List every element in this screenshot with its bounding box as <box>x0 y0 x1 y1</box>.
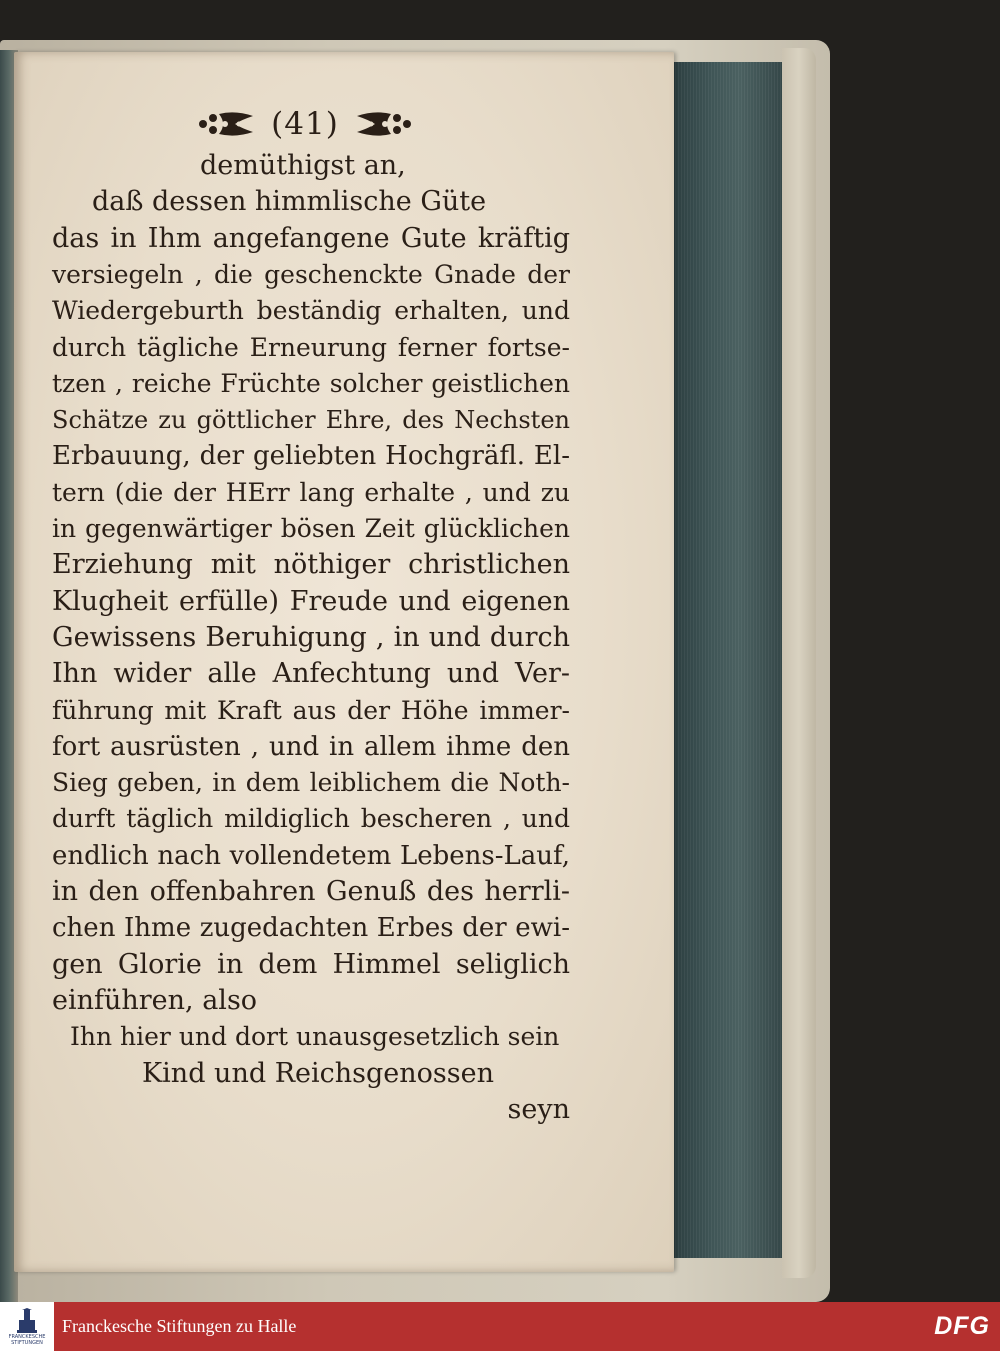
text-line: in den offenbahren Genuß des herrli- <box>52 876 570 907</box>
text-line: tern (die der HErr lang erhalte , und zu <box>52 477 570 507</box>
logo-caption: FRANCKESCHE STIFTUNGEN <box>8 1333 46 1346</box>
dfg-logo[interactable]: DFG <box>934 1312 990 1340</box>
text-line: daß dessen himmlische Güte <box>92 186 487 218</box>
text-line: Wiedergeburth beständig erhalten, und <box>52 296 570 326</box>
text-line: endlich nach vollendetem Lebens-Lauf, <box>52 840 570 871</box>
text-line: versiegeln , die geschenckte Gnade der <box>52 259 570 289</box>
building-icon <box>16 1308 38 1334</box>
text-line: in gegenwärtiger bösen Zeit glücklichen <box>52 514 570 543</box>
text-line: führung mit Kraft aus der Höhe immer- <box>52 695 570 725</box>
text-line: durft täglich mildiglich bescheren , und <box>52 804 570 834</box>
text-line: Schätze zu göttlicher Ehre, des Nechsten <box>52 406 570 435</box>
text-line: einführen, also <box>52 984 258 1016</box>
institution-logo[interactable] <box>0 1302 54 1351</box>
footer-bar <box>0 1302 1000 1351</box>
page-number: (41) <box>271 106 339 142</box>
running-head <box>190 100 420 148</box>
text-line: Erbauung, der geliebten Hochgräfl. El- <box>52 441 570 472</box>
footer-title[interactable]: Franckesche Stiftungen zu Halle <box>62 1316 297 1336</box>
right-ornament-icon <box>349 108 415 140</box>
text-line: Kind und Reichsgenossen <box>142 1057 495 1089</box>
text-line: tzen , reiche Früchte solcher geistlichen <box>52 368 570 398</box>
text-line: Sieg geben, in dem leiblichem die Noth- <box>52 768 570 798</box>
left-ornament-icon <box>195 108 261 140</box>
cover-edge <box>782 48 816 1278</box>
text-line: das in Ihm angefangene Gute kräftig <box>52 222 570 254</box>
text-line: seyn <box>507 1093 570 1125</box>
text-line: Ihn hier und dort unausgesetzlich sein <box>70 1022 560 1052</box>
text-line: Erziehung mit nöthiger christlichen <box>52 549 570 581</box>
text-line: demüthigst an, <box>200 150 406 181</box>
text-line: gen Glorie in dem Himmel seliglich <box>52 948 570 980</box>
text-line: Klugheit erfülle) Freude und eigenen <box>52 585 570 617</box>
text-line: durch tägliche Erneurung ferner fortse- <box>52 332 570 362</box>
text-line: Gewissens Beruhigung , in und durch <box>52 621 570 653</box>
text-line: fort ausrüsten , und in allem ihme den <box>52 731 570 762</box>
text-line: Ihn wider alle Anfechtung und Ver- <box>52 658 570 690</box>
book-fore-edge <box>670 62 787 1258</box>
text-line: chen Ihme zugedachten Erbes der ewi- <box>52 913 570 944</box>
